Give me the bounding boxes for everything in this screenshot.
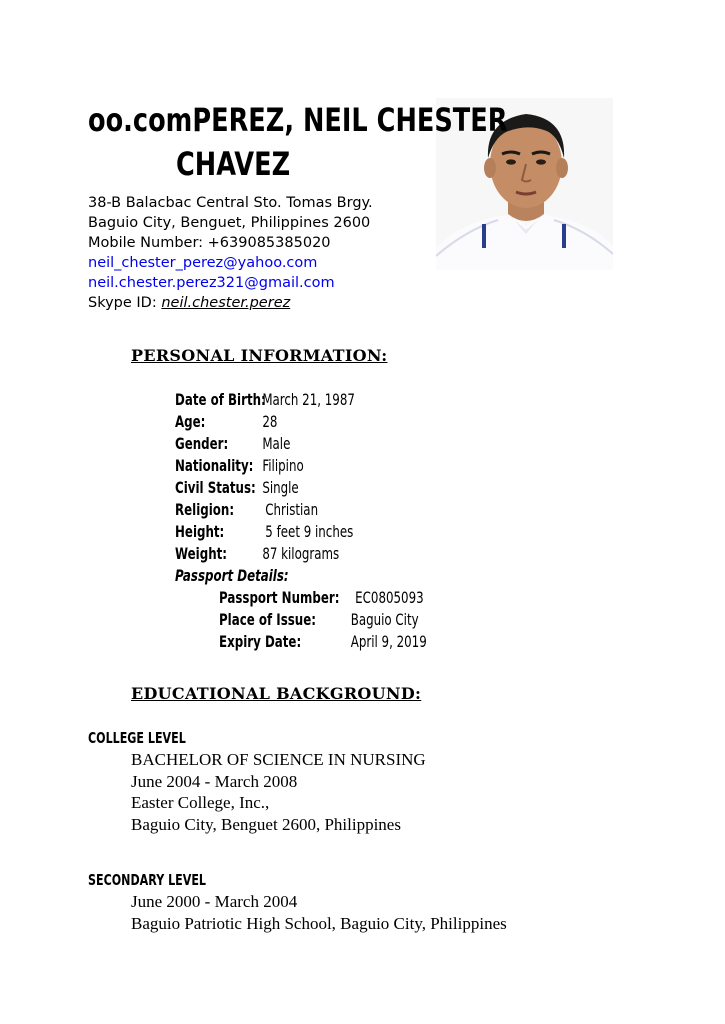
email-link-gmail[interactable]: neil.chester.perez321@gmail.com [88, 275, 335, 291]
skype-value[interactable]: neil.chester.perez [161, 295, 291, 311]
name-line-2: CHAVEZ [176, 145, 291, 183]
skype-id [88, 293, 373, 313]
field-value: 87 kilograms [262, 544, 340, 563]
section-title-education: EDUCATIONAL BACKGROUND: [131, 684, 422, 703]
field-label: Age: [175, 412, 206, 431]
contact-block [88, 193, 373, 313]
passport-details-heading: Passport Details: [175, 566, 289, 585]
field-row-nationality [175, 455, 304, 477]
field-label: Place of Issue: [219, 610, 316, 629]
mobile-number: Mobile Number: +639085385020 [88, 235, 331, 251]
section-title-personal: PERSONAL INFORMATION: [131, 346, 388, 365]
field-row-gender [175, 433, 291, 455]
field-label: Date of Birth: [175, 390, 266, 409]
college-degree: BACHELOR OF SCIENCE IN NURSING [131, 750, 426, 769]
field-value: Baguio City [350, 610, 419, 629]
field-row-weight [175, 543, 340, 565]
field-label: Height: [175, 522, 225, 541]
applicant-name [88, 98, 507, 186]
field-value: Male [262, 434, 291, 453]
field-value: Single [262, 478, 299, 497]
field-value: Filipino [262, 456, 304, 475]
field-row-passport-number [219, 587, 424, 609]
field-value: 5 feet 9 inches [265, 522, 354, 541]
secondary-school: Baguio Patriotic High School, Baguio City, Philippines [131, 913, 507, 933]
skype-label: Skype ID: [88, 295, 162, 311]
address-line-1: 38-B Balacbac Central Sto. Tomas Brgy. [88, 195, 373, 211]
field-value: Christian [265, 500, 319, 519]
email-link-yahoo[interactable]: neil_chester_perez@yahoo.com [88, 255, 318, 271]
field-label: Gender: [175, 434, 229, 453]
field-label: Religion: [175, 500, 235, 519]
field-label: Passport Number: [219, 588, 340, 607]
field-value: EC0805093 [355, 588, 424, 607]
secondary-level-heading: SECONDARY LEVEL [88, 871, 207, 889]
field-row-date-of-birth [175, 389, 355, 411]
field-row-age [175, 411, 278, 433]
field-value: March 21, 1987 [262, 390, 355, 409]
college-details [131, 749, 426, 835]
field-label: Nationality: [175, 456, 254, 475]
college-school: Easter College, Inc., [131, 793, 270, 812]
college-dates: June 2004 - March 2008 [131, 771, 298, 791]
field-label: Civil Status: [175, 478, 256, 497]
field-row-height [175, 521, 354, 543]
field-value: 28 [262, 412, 278, 431]
secondary-dates: June 2000 - March 2004 [131, 892, 298, 911]
college-level-heading: COLLEGE LEVEL [88, 729, 186, 747]
field-row-place-of-issue [219, 609, 419, 631]
field-label: Weight: [175, 544, 228, 563]
college-location: Baguio City, Benguet 2600, Philippines [131, 814, 401, 834]
address-line-2: Baguio City, Benguet, Philippines 2600 [88, 215, 371, 231]
field-value: April 9, 2019 [350, 632, 427, 651]
name-line-1: oo.comPEREZ, NEIL CHESTER [88, 101, 508, 139]
field-row-expiry-date [219, 631, 427, 653]
field-row-religion [175, 499, 319, 521]
field-label: Expiry Date: [219, 632, 302, 651]
field-row-civil-status [175, 477, 299, 499]
secondary-details [131, 891, 507, 934]
